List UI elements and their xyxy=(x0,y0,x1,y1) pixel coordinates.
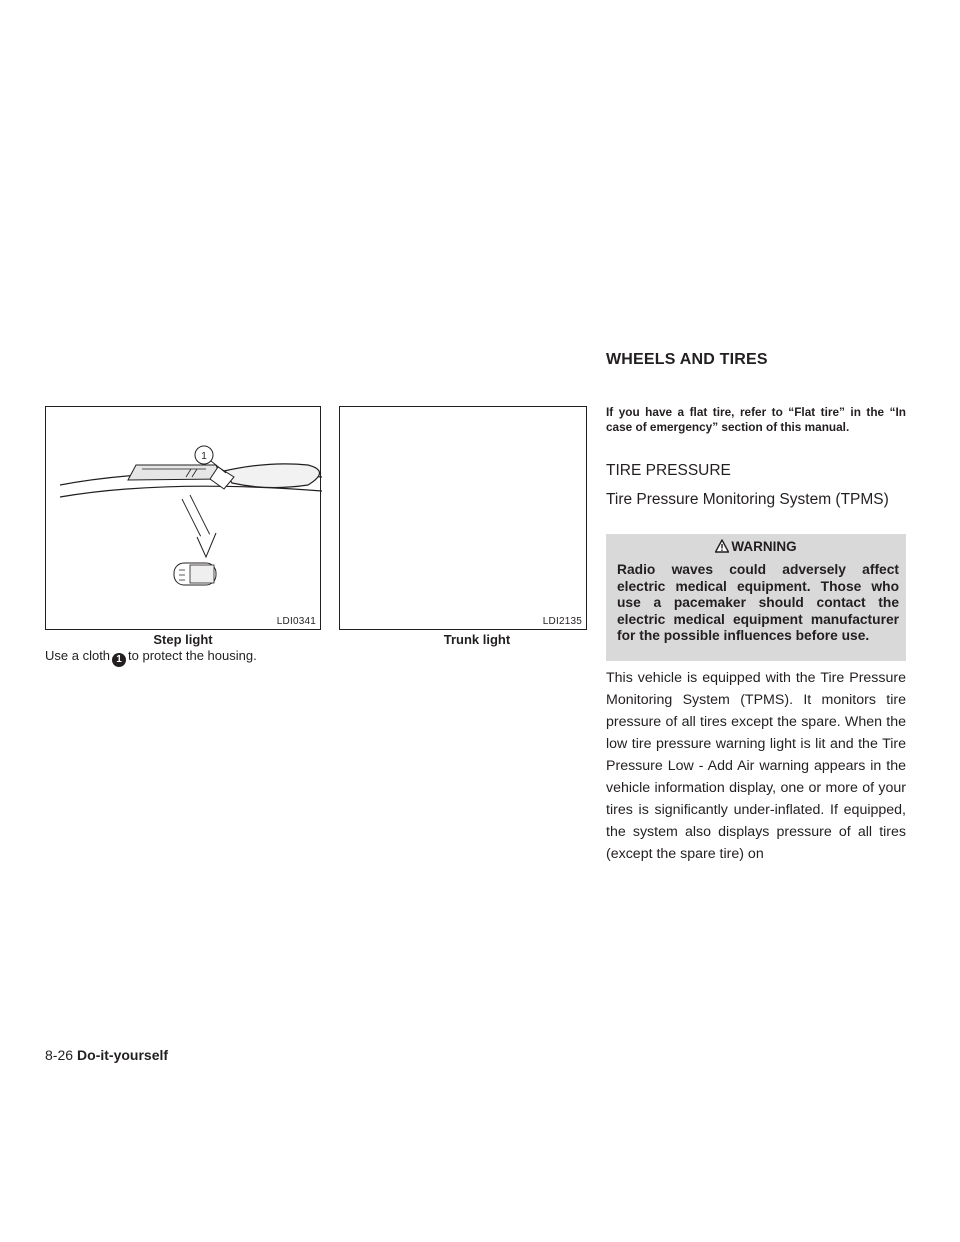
figure-code: LDI2135 xyxy=(542,616,582,627)
page-footer xyxy=(45,1047,168,1063)
callout-1-icon: 1 xyxy=(112,653,126,667)
step-light-note xyxy=(45,648,257,667)
note-text-after: to protect the housing. xyxy=(128,648,257,663)
page-number: 8-26 xyxy=(45,1047,74,1063)
warning-title-text: WARNING xyxy=(731,539,797,554)
step-light-illustration xyxy=(46,407,322,631)
warning-icon xyxy=(715,539,729,553)
figure-code: LDI0341 xyxy=(276,616,316,627)
note-text-before: Use a cloth xyxy=(45,648,111,663)
warning-text: Radio waves could adversely affect electric medical equipment. Those who use a pacemaker should contact the electric medical equipment manufacturer for the possible influences before use. xyxy=(617,562,899,643)
step-light-figure xyxy=(45,406,321,630)
trunk-light-figure xyxy=(339,406,587,630)
section-heading: WHEELS AND TIRES xyxy=(606,351,768,368)
trunk-light-caption: Trunk light xyxy=(443,632,511,647)
tire-pressure-heading: TIRE PRESSURE xyxy=(606,462,731,479)
chapter-title: Do-it-yourself xyxy=(77,1047,169,1063)
step-light-caption: Step light xyxy=(153,632,213,647)
callout-1-label: 1 xyxy=(201,451,207,462)
warning-title xyxy=(606,539,906,554)
tpms-heading: Tire Pressure Monitoring System (TPMS) xyxy=(606,491,889,508)
flat-tire-note: If you have a flat tire, refer to “Flat tire” in the “In case of emergency” section of this manual. xyxy=(606,405,906,434)
tpms-description: This vehicle is equipped with the Tire Pressure Monitoring System (TPMS). It monitors tire pressure of all tires except the spare. When the low tire pressure warning light is lit and the Tire Pressure Low - Add Air warning appears in the vehicle information display, one or more of your tires is significantly under-inflated. If equipped, the system also displays pressure of all tires (except the spare tire) on xyxy=(606,670,906,862)
warning-box xyxy=(606,534,906,661)
